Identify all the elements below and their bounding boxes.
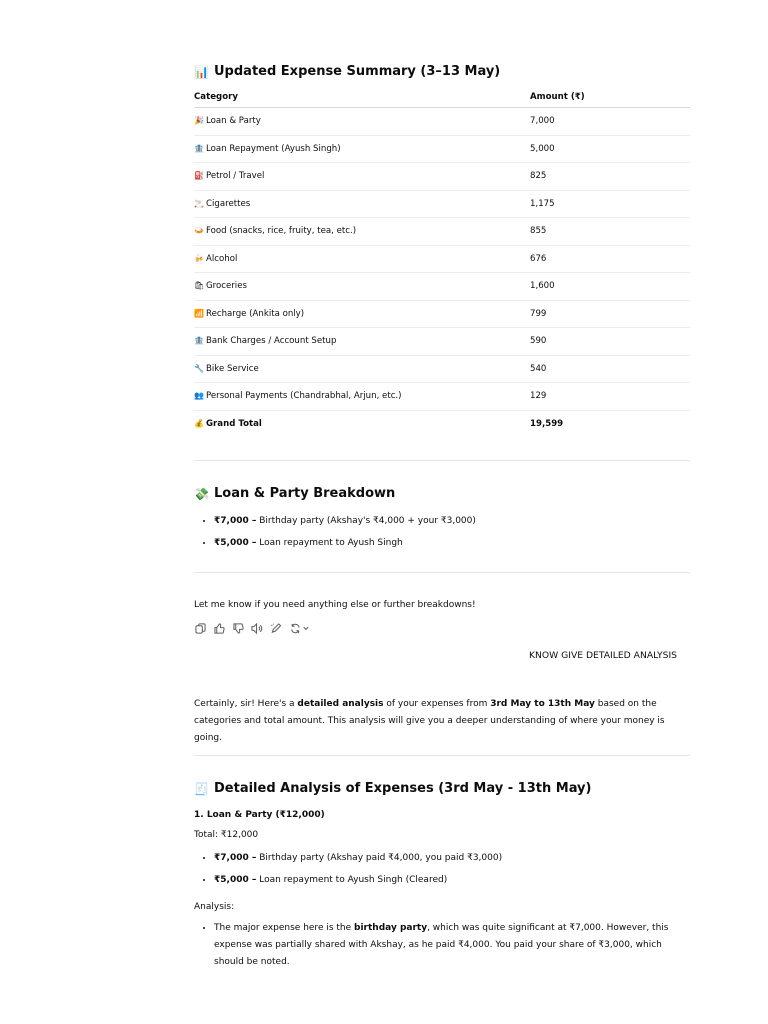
money-icon: 💸	[194, 486, 209, 501]
category-label: Recharge (Ankita only)	[206, 308, 305, 319]
table-row	[194, 355, 690, 383]
summary-title: Updated Expense Summary (3–13 May)	[214, 64, 501, 79]
category-label: Groceries	[206, 281, 247, 292]
category-icon: 🎉	[194, 116, 204, 126]
thumbs-up-icon[interactable]	[213, 622, 225, 634]
table-row	[194, 108, 690, 136]
category-icon: 👥	[194, 391, 204, 401]
category-icon: ⛽	[194, 171, 204, 181]
category-cell	[194, 328, 530, 356]
col-category: Category	[194, 87, 530, 108]
amount-cell: 129	[530, 383, 690, 411]
category-label: Bank Charges / Account Setup	[206, 336, 337, 347]
table-row	[194, 273, 690, 301]
message-actions	[194, 622, 311, 634]
category-cell	[194, 383, 530, 411]
category-label: Loan & Party	[206, 116, 261, 127]
analysis-label: Analysis:	[194, 902, 235, 912]
table-row	[194, 383, 690, 411]
category-label: Cigarettes	[206, 198, 251, 209]
table-row	[194, 328, 690, 356]
category-icon: 🛍	[194, 281, 205, 291]
list-item: • The major expense here is the birthday party, which was quite significant at ₹7,000. However, this expense was partially shared with Akshay, as he paid ₹4,000. You paid your share of ₹3,000, which should be noted.	[214, 920, 690, 971]
chart-icon: 📊	[194, 64, 209, 79]
summary-heading	[194, 64, 500, 79]
divider	[194, 460, 690, 461]
category-cell	[194, 273, 530, 301]
breakdown-heading	[194, 486, 395, 501]
detailed-title: Detailed Analysis of Expenses (3rd May - 13th May)	[214, 781, 592, 796]
amount-cell: 19,599	[530, 418, 564, 429]
list-item: • ₹7,000 – Birthday party (Akshay's ₹4,000 + your ₹3,000)	[214, 510, 710, 532]
category-label: Food (snacks, rice, fruity, tea, etc.)	[206, 226, 357, 237]
section-total: Total: ₹12,000	[194, 830, 259, 840]
list-item: • ₹5,000 – Loan repayment to Ayush Singh (Cleared)	[214, 869, 710, 891]
category-icon: 🍛	[194, 226, 204, 236]
list-item: • ₹5,000 – Loan repayment to Ayush Singh	[214, 532, 710, 554]
table-row	[194, 163, 690, 191]
amount-cell: 1,600	[530, 273, 690, 301]
divider	[194, 755, 690, 756]
amount-cell: 7,000	[530, 108, 690, 136]
amount-cell: 5,000	[530, 135, 690, 163]
copy-icon[interactable]	[194, 622, 206, 634]
amount-cell: 799	[530, 300, 690, 328]
detailed-heading	[194, 781, 591, 796]
category-cell	[194, 218, 530, 246]
category-icon: 📶	[194, 308, 204, 318]
category-icon: 🏦	[194, 336, 204, 346]
amount-cell: 855	[530, 218, 690, 246]
category-cell	[194, 245, 530, 273]
category-label: Bike Service	[206, 363, 259, 374]
category-cell	[194, 410, 530, 437]
category-icon: 🍻	[194, 253, 204, 263]
table-row	[194, 300, 690, 328]
expense-table	[194, 87, 690, 437]
list-item: • ₹7,000 – Birthday party (Akshay paid ₹4,000, you paid ₹3,000)	[214, 847, 710, 869]
edit-icon[interactable]	[270, 622, 282, 634]
category-icon: 🔧	[194, 363, 204, 373]
table-row	[194, 245, 690, 273]
amount-cell: 676	[530, 245, 690, 273]
category-cell	[194, 300, 530, 328]
read-aloud-icon[interactable]	[251, 622, 263, 634]
receipt-icon: 🧾	[194, 781, 209, 796]
table-row	[194, 190, 690, 218]
analysis-list	[194, 920, 690, 971]
breakdown-list	[194, 510, 710, 554]
category-icon: 💰	[194, 418, 204, 428]
table-total-row	[194, 410, 690, 437]
detailed-list	[194, 847, 710, 891]
user-message: KNOW GIVE DETAILED ANALYSIS	[529, 650, 677, 661]
category-label: Petrol / Travel	[206, 171, 265, 182]
category-cell	[194, 163, 530, 191]
thumbs-down-icon[interactable]	[232, 622, 244, 634]
category-icon: 🚬	[194, 198, 204, 208]
table-row	[194, 218, 690, 246]
category-cell	[194, 190, 530, 218]
category-label: Loan Repayment (Ayush Singh)	[206, 143, 341, 154]
category-icon: 🏦	[194, 143, 204, 153]
table-row	[194, 135, 690, 163]
reply-paragraph: Certainly, sir! Here's a detailed analysis of your expenses from 3rd May to 13th May based on the categories and total amount. This analysis will give you a deeper understanding of where your money is going.	[194, 699, 665, 743]
table-header-row	[194, 87, 690, 108]
amount-cell: 825	[530, 163, 690, 191]
col-amount: Amount (₹)	[530, 87, 690, 108]
amount-cell: 540	[530, 355, 690, 383]
category-label: Alcohol	[206, 253, 238, 264]
breakdown-title: Loan & Party Breakdown	[214, 486, 396, 501]
section-title: 1. Loan & Party (₹12,000)	[194, 810, 325, 820]
category-label: Grand Total	[206, 418, 262, 429]
divider	[194, 572, 690, 573]
regenerate-icon[interactable]	[289, 622, 311, 634]
category-label: Personal Payments (Chandrabhal, Arjun, etc.)	[206, 391, 402, 402]
category-cell	[194, 135, 530, 163]
closing-text: Let me know if you need anything else or further breakdowns!	[194, 600, 476, 610]
category-cell	[194, 108, 530, 136]
amount-cell: 1,175	[530, 190, 690, 218]
amount-cell: 590	[530, 328, 690, 356]
category-cell	[194, 355, 530, 383]
